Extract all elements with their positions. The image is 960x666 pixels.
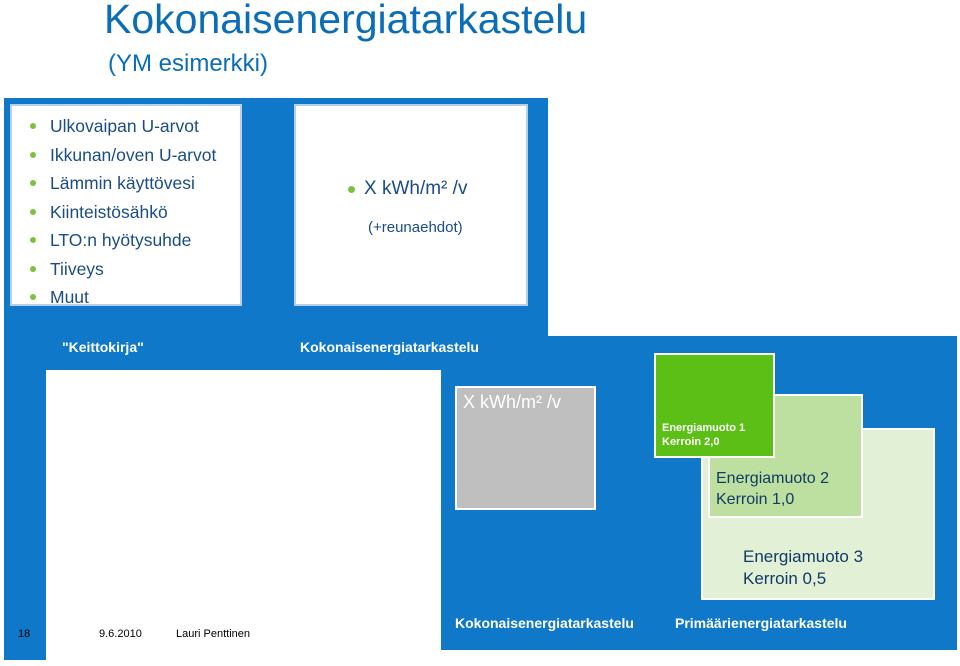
- requirements-list: [30, 112, 216, 312]
- list-item: Lämmin käyttövesi: [30, 169, 216, 198]
- list-item: Ikkunan/oven U-arvot: [30, 141, 216, 170]
- energy-form-1-label: [662, 421, 745, 449]
- caption-cookbook: "Keittokirja": [62, 339, 144, 355]
- footer-author: Lauri Penttinen: [176, 628, 250, 640]
- bullet-dot-icon: [348, 186, 355, 193]
- energy-form-3-label: [743, 546, 863, 590]
- gray-energy-box: [455, 386, 596, 510]
- result-box: [294, 104, 528, 306]
- list-item: Ulkovaipan U-arvot: [30, 112, 216, 141]
- requirements-box: [10, 104, 242, 306]
- list-item: Kiinteistösähkö: [30, 198, 216, 227]
- blue-panel-left-strip: [4, 370, 46, 660]
- energy-form-1-factor: Kerroin 2,0: [662, 436, 720, 448]
- energy-form-3-factor: Kerroin 0,5: [743, 569, 827, 588]
- energy-form-1-box: [654, 353, 775, 458]
- caption-total-top: Kokonaisenergiatarkastelu: [300, 339, 479, 355]
- energy-form-3-name: Energiamuoto 3: [743, 547, 864, 566]
- result-value: X kWh/m² /v: [364, 178, 468, 199]
- list-item: Muut: [30, 283, 216, 312]
- footer-date: 9.6.2010: [99, 628, 142, 640]
- energy-form-2-factor: Kerroin 1,0: [716, 491, 795, 508]
- slide-number: 18: [18, 628, 31, 640]
- result-note: (+reunaehdot): [368, 219, 463, 236]
- energy-form-2-name: Energiamuoto 2: [716, 470, 829, 487]
- caption-total-bottom: Kokonaisenergiatarkastelu: [455, 615, 634, 631]
- list-item: LTO:n hyötysuhde: [30, 226, 216, 255]
- gray-box-value: X kWh/m² /v: [463, 392, 561, 412]
- energy-form-1-name: Energiamuoto 1: [662, 422, 746, 434]
- page-subtitle: (YM esimerkki): [108, 50, 268, 77]
- page-title: Kokonaisenergiatarkastelu: [104, 0, 588, 42]
- energy-form-2-label: [716, 468, 829, 510]
- list-item: Tiiveys: [30, 255, 216, 284]
- caption-primary: Primäärienergiatarkastelu: [675, 615, 847, 631]
